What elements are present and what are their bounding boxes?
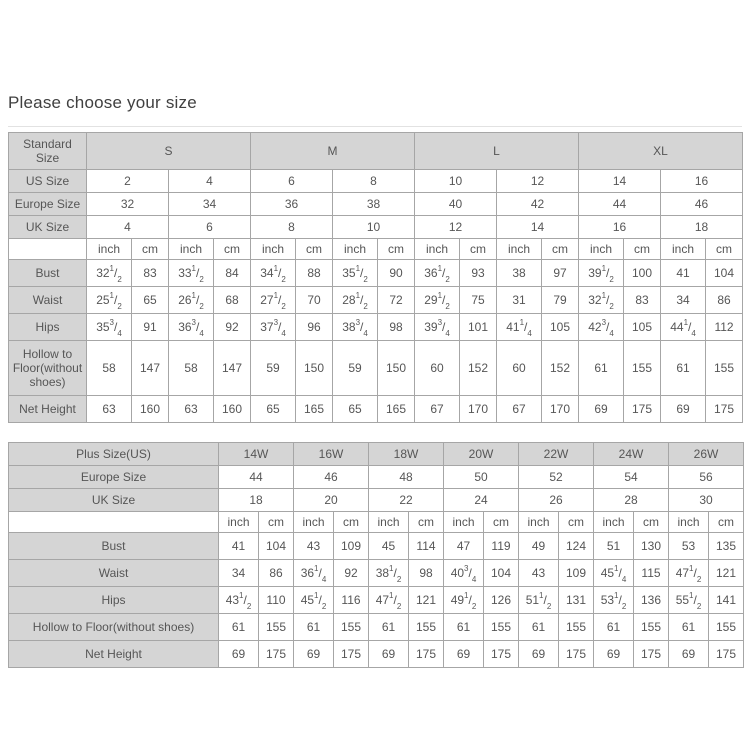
measurement-value-cell: 160 (214, 396, 251, 423)
row-label: Plus Size(US) (9, 443, 219, 466)
size-value-cell: 52 (519, 466, 594, 489)
unit-inch-cell: inch (251, 239, 296, 260)
size-value-cell: 16W (294, 443, 369, 466)
measurement-value-cell: 155 (634, 614, 669, 641)
measurement-value-cell: $32^1/_2$ (87, 260, 132, 287)
measurement-value-cell: $26^1/_2$ (169, 287, 214, 314)
measurement-value-cell: 69 (579, 396, 624, 423)
size-value-cell: 38 (333, 193, 415, 216)
size-value-cell: 50 (444, 466, 519, 489)
measurement-value-cell: $39^3/_4$ (415, 314, 460, 341)
measurement-value-cell: 109 (559, 560, 594, 587)
size-value-cell: 36 (251, 193, 333, 216)
unit-cm-cell: cm (132, 239, 169, 260)
size-value-cell: 6 (251, 170, 333, 193)
unit-cm-cell: cm (296, 239, 333, 260)
measurement-value-cell: 43 (519, 560, 559, 587)
size-value-cell: 10 (333, 216, 415, 239)
measurement-value-cell: 59 (251, 341, 296, 396)
measurement-value-cell: 160 (132, 396, 169, 423)
row-label: US Size (9, 170, 87, 193)
measurement-value-cell: $35^1/_2$ (333, 260, 378, 287)
measurement-value-cell: 165 (378, 396, 415, 423)
measurement-value-cell: 121 (409, 587, 444, 614)
measurement-value-cell: 97 (542, 260, 579, 287)
measurement-value-cell: 34 (661, 287, 706, 314)
row-label: Hips (9, 587, 219, 614)
size-value-cell: 26 (519, 489, 594, 512)
measurement-value-cell: 175 (484, 641, 519, 668)
measurement-value-cell: 61 (669, 614, 709, 641)
unit-cm-cell: cm (334, 512, 369, 533)
size-value-cell: 48 (369, 466, 444, 489)
size-row (9, 133, 743, 170)
size-value-cell: XL (579, 133, 743, 170)
size-value-cell: 54 (594, 466, 669, 489)
measurement-value-cell: 152 (460, 341, 497, 396)
measurement-value-cell: 59 (333, 341, 378, 396)
measurement-value-cell: 114 (409, 533, 444, 560)
size-row (9, 170, 743, 193)
size-value-cell: 32 (87, 193, 169, 216)
measurement-value-cell: 61 (661, 341, 706, 396)
unit-inch-cell: inch (415, 239, 460, 260)
unit-cm-cell: cm (378, 239, 415, 260)
row-label: Europe Size (9, 466, 219, 489)
unit-cm-cell: cm (706, 239, 743, 260)
unit-cm-cell: cm (484, 512, 519, 533)
size-row (9, 466, 744, 489)
measurement-value-cell: 34 (219, 560, 259, 587)
measurement-value-cell: 47 (444, 533, 484, 560)
measurement-value-cell: 61 (594, 614, 634, 641)
size-value-cell: 18 (219, 489, 294, 512)
measurement-value-cell: 69 (444, 641, 484, 668)
measurement-value-cell: 63 (169, 396, 214, 423)
measurement-value-cell: 104 (259, 533, 294, 560)
row-label: Europe Size (9, 193, 87, 216)
measurement-value-cell: 126 (484, 587, 519, 614)
measurement-value-cell: 109 (334, 533, 369, 560)
size-value-cell: 10 (415, 170, 497, 193)
measurement-value-cell: $35^3/_4$ (87, 314, 132, 341)
measurement-value-cell: 175 (709, 641, 744, 668)
measurement-value-cell: $44^1/_4$ (661, 314, 706, 341)
measurement-value-cell: 147 (214, 341, 251, 396)
row-label: Net Height (9, 396, 87, 423)
measurement-value-cell: 101 (460, 314, 497, 341)
size-value-cell: 12 (497, 170, 579, 193)
measurement-value-cell: 175 (624, 396, 661, 423)
measurement-value-cell: 136 (634, 587, 669, 614)
measurement-row (9, 533, 744, 560)
unit-inch-cell: inch (669, 512, 709, 533)
plus-size-table (8, 442, 744, 668)
measurement-value-cell: 130 (634, 533, 669, 560)
measurement-value-cell: 75 (460, 287, 497, 314)
measurement-value-cell: 175 (409, 641, 444, 668)
row-label: Bust (9, 533, 219, 560)
measurement-value-cell: 152 (542, 341, 579, 396)
unit-inch-cell: inch (519, 512, 559, 533)
page-title: Please choose your size (8, 93, 197, 112)
size-value-cell: 40 (415, 193, 497, 216)
measurement-value-cell: 61 (294, 614, 334, 641)
measurement-value-cell: 98 (378, 314, 415, 341)
measurement-value-cell: $55^1/_2$ (669, 587, 709, 614)
size-value-cell: 2 (87, 170, 169, 193)
measurement-value-cell: 104 (706, 260, 743, 287)
size-row (9, 193, 743, 216)
measurement-value-cell: 135 (709, 533, 744, 560)
measurement-value-cell: 69 (294, 641, 334, 668)
measurement-value-cell: 61 (444, 614, 484, 641)
unit-cm-cell: cm (409, 512, 444, 533)
measurement-row (9, 614, 744, 641)
row-label: Net Height (9, 641, 219, 668)
size-value-cell: M (251, 133, 415, 170)
measurement-value-cell: 58 (87, 341, 132, 396)
measurement-value-cell: $43^1/_2$ (219, 587, 259, 614)
measurement-value-cell: 100 (624, 260, 661, 287)
size-value-cell: 14 (579, 170, 661, 193)
measurement-value-cell: $38^3/_4$ (333, 314, 378, 341)
measurement-value-cell: 98 (409, 560, 444, 587)
size-value-cell: 12 (415, 216, 497, 239)
size-value-cell: 56 (669, 466, 744, 489)
measurement-value-cell: $41^1/_4$ (497, 314, 542, 341)
measurement-value-cell: 67 (415, 396, 460, 423)
measurement-value-cell: 72 (378, 287, 415, 314)
measurement-value-cell: 92 (214, 314, 251, 341)
measurement-value-cell: 51 (594, 533, 634, 560)
size-value-cell: 14 (497, 216, 579, 239)
measurement-value-cell: 150 (296, 341, 333, 396)
measurement-value-cell: 175 (634, 641, 669, 668)
size-row (9, 216, 743, 239)
unit-cm-cell: cm (559, 512, 594, 533)
measurement-value-cell: $36^1/_2$ (415, 260, 460, 287)
measurement-value-cell: 49 (519, 533, 559, 560)
size-value-cell: 8 (333, 170, 415, 193)
measurement-value-cell: 105 (624, 314, 661, 341)
size-value-cell: 42 (497, 193, 579, 216)
measurement-value-cell: 67 (497, 396, 542, 423)
measurement-value-cell: 69 (669, 641, 709, 668)
measurement-value-cell: 170 (460, 396, 497, 423)
unit-header-row (9, 512, 744, 533)
unit-cm-cell: cm (634, 512, 669, 533)
size-value-cell: 44 (219, 466, 294, 489)
measurement-value-cell: $36^1/_4$ (294, 560, 334, 587)
measurement-value-cell: 61 (219, 614, 259, 641)
measurement-value-cell: 155 (484, 614, 519, 641)
standard-size-table (8, 132, 743, 423)
measurement-value-cell: $51^1/_2$ (519, 587, 559, 614)
measurement-value-cell: 68 (214, 287, 251, 314)
measurement-value-cell: 83 (132, 260, 169, 287)
size-row (9, 443, 744, 466)
unit-inch-cell: inch (444, 512, 484, 533)
measurement-row (9, 641, 744, 668)
unit-cm-cell: cm (624, 239, 661, 260)
title-divider (8, 126, 742, 127)
measurement-value-cell: $45^1/_4$ (594, 560, 634, 587)
measurement-value-cell: 63 (87, 396, 132, 423)
measurement-value-cell: 175 (334, 641, 369, 668)
size-value-cell: 24W (594, 443, 669, 466)
measurement-value-cell: 60 (415, 341, 460, 396)
measurement-row (9, 587, 744, 614)
row-label: Bust (9, 260, 87, 287)
size-row (9, 489, 744, 512)
measurement-value-cell: $45^1/_2$ (294, 587, 334, 614)
measurement-value-cell: 121 (709, 560, 744, 587)
row-label: Waist (9, 287, 87, 314)
row-label: Standard Size (9, 133, 87, 170)
measurement-value-cell: 92 (334, 560, 369, 587)
measurement-value-cell: 43 (294, 533, 334, 560)
size-value-cell: S (87, 133, 251, 170)
row-label: Hips (9, 314, 87, 341)
measurement-value-cell: $33^1/_2$ (169, 260, 214, 287)
measurement-value-cell: 69 (519, 641, 559, 668)
measurement-value-cell: $49^1/_2$ (444, 587, 484, 614)
measurement-value-cell: 65 (132, 287, 169, 314)
measurement-value-cell: 147 (132, 341, 169, 396)
unit-inch-cell: inch (369, 512, 409, 533)
measurement-value-cell: 79 (542, 287, 579, 314)
measurement-value-cell: 58 (169, 341, 214, 396)
unit-cm-cell: cm (709, 512, 744, 533)
unit-cm-cell: cm (259, 512, 294, 533)
measurement-value-cell: 175 (706, 396, 743, 423)
measurement-value-cell: 124 (559, 533, 594, 560)
measurement-value-cell: 170 (542, 396, 579, 423)
size-value-cell: 28 (594, 489, 669, 512)
measurement-value-cell: 155 (706, 341, 743, 396)
size-value-cell: 22W (519, 443, 594, 466)
measurement-value-cell: 69 (369, 641, 409, 668)
measurement-value-cell: $32^1/_2$ (579, 287, 624, 314)
size-value-cell: L (415, 133, 579, 170)
measurement-value-cell: 110 (259, 587, 294, 614)
measurement-row (9, 396, 743, 423)
size-value-cell: 26W (669, 443, 744, 466)
measurement-value-cell: $39^1/_2$ (579, 260, 624, 287)
row-label: Hollow to Floor(without shoes) (9, 341, 87, 396)
measurement-value-cell: 31 (497, 287, 542, 314)
row-label: UK Size (9, 216, 87, 239)
size-value-cell: 16 (661, 170, 743, 193)
measurement-value-cell: 38 (497, 260, 542, 287)
unit-inch-cell: inch (497, 239, 542, 260)
measurement-value-cell: $28^1/_2$ (333, 287, 378, 314)
measurement-value-cell: 112 (706, 314, 743, 341)
size-value-cell: 34 (169, 193, 251, 216)
measurement-value-cell: 41 (219, 533, 259, 560)
measurement-value-cell: $27^1/_2$ (251, 287, 296, 314)
row-label: Hollow to Floor(without shoes) (9, 614, 219, 641)
measurement-value-cell: 41 (661, 260, 706, 287)
measurement-value-cell: 93 (460, 260, 497, 287)
measurement-value-cell: 53 (669, 533, 709, 560)
measurement-row (9, 260, 743, 287)
measurement-value-cell: $29^1/_2$ (415, 287, 460, 314)
measurement-value-cell: 84 (214, 260, 251, 287)
unit-inch-cell: inch (594, 512, 634, 533)
measurement-row (9, 287, 743, 314)
measurement-value-cell: 141 (709, 587, 744, 614)
measurement-row (9, 341, 743, 396)
measurement-value-cell: $42^3/_4$ (579, 314, 624, 341)
size-value-cell: 14W (219, 443, 294, 466)
unit-inch-cell: inch (294, 512, 334, 533)
measurement-value-cell: 115 (634, 560, 669, 587)
unit-cm-cell: cm (214, 239, 251, 260)
measurement-value-cell: 104 (484, 560, 519, 587)
unit-inch-cell: inch (661, 239, 706, 260)
row-label: Waist (9, 560, 219, 587)
measurement-value-cell: $40^3/_4$ (444, 560, 484, 587)
row-label: UK Size (9, 489, 219, 512)
measurement-value-cell: 175 (259, 641, 294, 668)
measurement-value-cell: 65 (251, 396, 296, 423)
size-value-cell: 46 (294, 466, 369, 489)
unit-header-row (9, 239, 743, 260)
measurement-row (9, 560, 744, 587)
measurement-value-cell: 150 (378, 341, 415, 396)
size-value-cell: 4 (169, 170, 251, 193)
unit-cm-cell: cm (542, 239, 579, 260)
measurement-value-cell: 60 (497, 341, 542, 396)
unit-inch-cell: inch (333, 239, 378, 260)
measurement-value-cell: 86 (259, 560, 294, 587)
measurement-value-cell: 90 (378, 260, 415, 287)
size-value-cell: 20W (444, 443, 519, 466)
size-value-cell: 6 (169, 216, 251, 239)
size-value-cell: 30 (669, 489, 744, 512)
unit-spacer-cell (9, 239, 87, 260)
size-value-cell: 24 (444, 489, 519, 512)
unit-inch-cell: inch (87, 239, 132, 260)
measurement-value-cell: $37^3/_4$ (251, 314, 296, 341)
measurement-value-cell: 45 (369, 533, 409, 560)
measurement-value-cell: $38^1/_2$ (369, 560, 409, 587)
measurement-value-cell: 65 (333, 396, 378, 423)
measurement-value-cell: 70 (296, 287, 333, 314)
measurement-value-cell: 155 (259, 614, 294, 641)
measurement-value-cell: 155 (624, 341, 661, 396)
measurement-value-cell: 105 (542, 314, 579, 341)
unit-inch-cell: inch (169, 239, 214, 260)
measurement-value-cell: 119 (484, 533, 519, 560)
measurement-value-cell: 83 (624, 287, 661, 314)
size-value-cell: 44 (579, 193, 661, 216)
size-value-cell: 20 (294, 489, 369, 512)
measurement-value-cell: 61 (369, 614, 409, 641)
measurement-value-cell: 61 (519, 614, 559, 641)
unit-cm-cell: cm (460, 239, 497, 260)
measurement-value-cell: 96 (296, 314, 333, 341)
measurement-value-cell: 88 (296, 260, 333, 287)
size-value-cell: 18W (369, 443, 444, 466)
size-value-cell: 22 (369, 489, 444, 512)
measurement-value-cell: $25^1/_2$ (87, 287, 132, 314)
size-value-cell: 16 (579, 216, 661, 239)
measurement-value-cell: 155 (559, 614, 594, 641)
size-value-cell: 4 (87, 216, 169, 239)
measurement-value-cell: $53^1/_2$ (594, 587, 634, 614)
measurement-value-cell: 69 (594, 641, 634, 668)
measurement-value-cell: 116 (334, 587, 369, 614)
measurement-value-cell: 165 (296, 396, 333, 423)
measurement-value-cell: 175 (559, 641, 594, 668)
measurement-value-cell: 91 (132, 314, 169, 341)
measurement-value-cell: 131 (559, 587, 594, 614)
size-value-cell: 18 (661, 216, 743, 239)
measurement-value-cell: 86 (706, 287, 743, 314)
size-value-cell: 46 (661, 193, 743, 216)
measurement-value-cell: 155 (709, 614, 744, 641)
measurement-value-cell: 61 (579, 341, 624, 396)
measurement-value-cell: 155 (409, 614, 444, 641)
unit-inch-cell: inch (579, 239, 624, 260)
measurement-value-cell: 69 (661, 396, 706, 423)
unit-spacer-cell (9, 512, 219, 533)
measurement-value-cell: 69 (219, 641, 259, 668)
measurement-row (9, 314, 743, 341)
size-value-cell: 8 (251, 216, 333, 239)
measurement-value-cell: $34^1/_2$ (251, 260, 296, 287)
measurement-value-cell: $36^3/_4$ (169, 314, 214, 341)
unit-inch-cell: inch (219, 512, 259, 533)
measurement-value-cell: $47^1/_2$ (669, 560, 709, 587)
measurement-value-cell: 155 (334, 614, 369, 641)
measurement-value-cell: $47^1/_2$ (369, 587, 409, 614)
